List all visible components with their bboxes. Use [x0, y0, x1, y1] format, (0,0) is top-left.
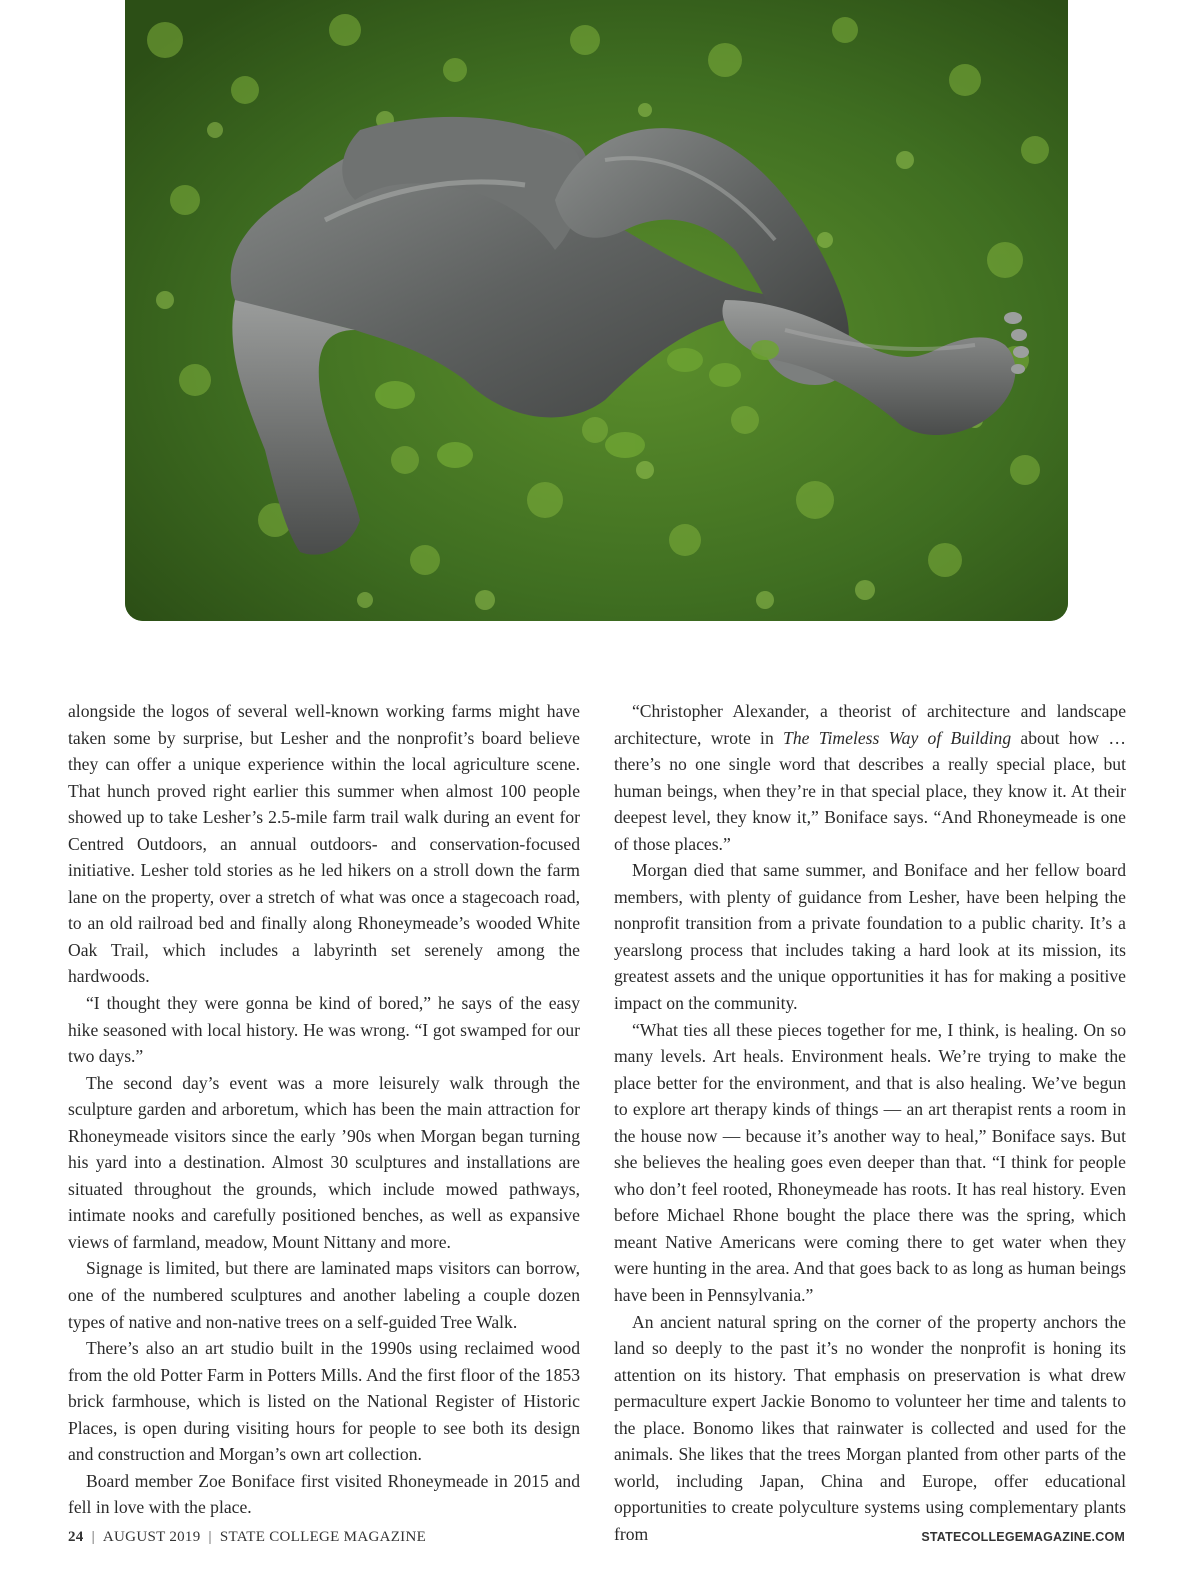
quote-text: about how … there’s no one single word that describes a really special place, but human beings, when they’re in that special place, they know it. At their deepest level, they know it,” Boniface says. “And Rhoneymeade is one of those places.” — [614, 727, 1126, 854]
folio — [68, 1529, 426, 1546]
paragraph: alongside the logos of several well-known working farms might have taken some by surprise, but Lesher and the nonprofit’s board believe they can offer a unique experience within the local agriculture scene. That hunch proved right earlier this summer when almost 100 people showed up to take Lesher’s 2.5-mile farm trail walk during an event for Centred Outdoors, an annual outdoors- and conservation-focused initiative. Lesher told stories as he led hikers on a stroll down the farm lane on the property, over a stretch of what was once a stagecoach road, to an old railroad bed and finally along Rhoneymeade’s wooded White Oak Trail, which includes a labyrinth set serenely among the hardwoods. — [68, 701, 580, 987]
issue-date: AUGUST 2019 — [102, 1529, 201, 1545]
book-title: The Timeless Way of Building — [783, 727, 1012, 748]
sculpture-photo — [125, 0, 1068, 621]
website-url: STATECOLLEGEMAGAZINE.COM — [921, 1530, 1125, 1544]
paragraph: There’s also an art studio built in the 1990s using reclaimed wood from the old Potter Farm in Potters Mills. And the first floor of the 1853 brick farmhouse, which is listed on the National Register of Historic Places, is open during visiting hours for people to see both its design and construction and Morgan’s own art collection. — [68, 1338, 580, 1465]
page-number: 24 — [68, 1529, 84, 1545]
divider: | — [91, 1529, 95, 1545]
quote-text: “Christopher Alexander, a theorist of architecture and landscape architecture, wrote in — [614, 701, 1126, 748]
paragraph: Morgan died that same summer, and Boniface and her fellow board members, with plenty of guidance from Lesher, have been helping the nonprofit transition from a private foundation to a public charity. It’s a yearslong process that includes taking a hard look at its mission, its greatest assets and the unique opportunities it has for making a positive impact on the community. — [614, 860, 1126, 1014]
paragraph: The second day’s event was a more leisurely walk through the sculpture garden and arboretum, which has been the main attraction for Rhoneymeade visitors since the early ’90s when Morgan began turning his yard into a destination. Almost 30 sculptures and installations are situated throughout the grounds, which include mowed pathways, intimate nooks and carefully positioned benches, as well as expansive views of farmland, meadow, Mount Nittany and more. — [68, 1072, 580, 1252]
sculpture-image — [125, 0, 1068, 621]
page-footer — [68, 1529, 1125, 1551]
paragraph: “I thought they were gonna be kind of bored,” he says of the easy hike seasoned with local history. He was wrong. “I got swamped for our two days.” — [68, 993, 580, 1067]
article-column-right — [614, 698, 1126, 1548]
paragraph: An ancient natural spring on the corner of the property anchors the land so deeply to the past it’s no wonder the nonprofit is honing its attention on its history. That emphasis on preservation is what drew permaculture expert Jackie Bonomo to volunteer her time and talents to the place. Bonomo likes that rainwater is collected and used for the animals. She likes that the trees Morgan planted from other parts of the world, including Japan, China and Europe, offer educational opportunities to create polyculture systems using complementary plants from — [614, 1311, 1126, 1544]
paragraph-quote-alexander — [614, 698, 1126, 857]
divider: | — [208, 1529, 212, 1545]
article-column-left — [68, 698, 580, 1521]
paragraph: Board member Zoe Boniface first visited Rhoneymeade in 2015 and fell in love with the place. — [68, 1470, 580, 1518]
paragraph: Signage is limited, but there are laminated maps visitors can borrow, one of the numbered sculptures and another labeling a couple dozen types of native and non-native trees on a self-guided Tree Walk. — [68, 1258, 580, 1332]
paragraph: “What ties all these pieces together for me, I think, is healing. On so many levels. Art heals. Environment heals. We’re trying to make the place better for the environment, and that is also healing. We’ve begun to explore art therapy kinds of things — an art therapist rents a room in the house now — because it’s another way to heal,” Boniface says. But she believes the healing goes even deeper than that. “I think for people who don’t feel rooted, Rhoneymeade has roots. It has real history. Even before Michael Rhone bought the place there was the spring, which meant Native Americans were coming there to get water when they were hunting in the area. And that goes back to as long as human beings have been in Pennsylvania.” — [614, 1019, 1126, 1306]
publication-name: STATE COLLEGE MAGAZINE — [219, 1529, 427, 1545]
